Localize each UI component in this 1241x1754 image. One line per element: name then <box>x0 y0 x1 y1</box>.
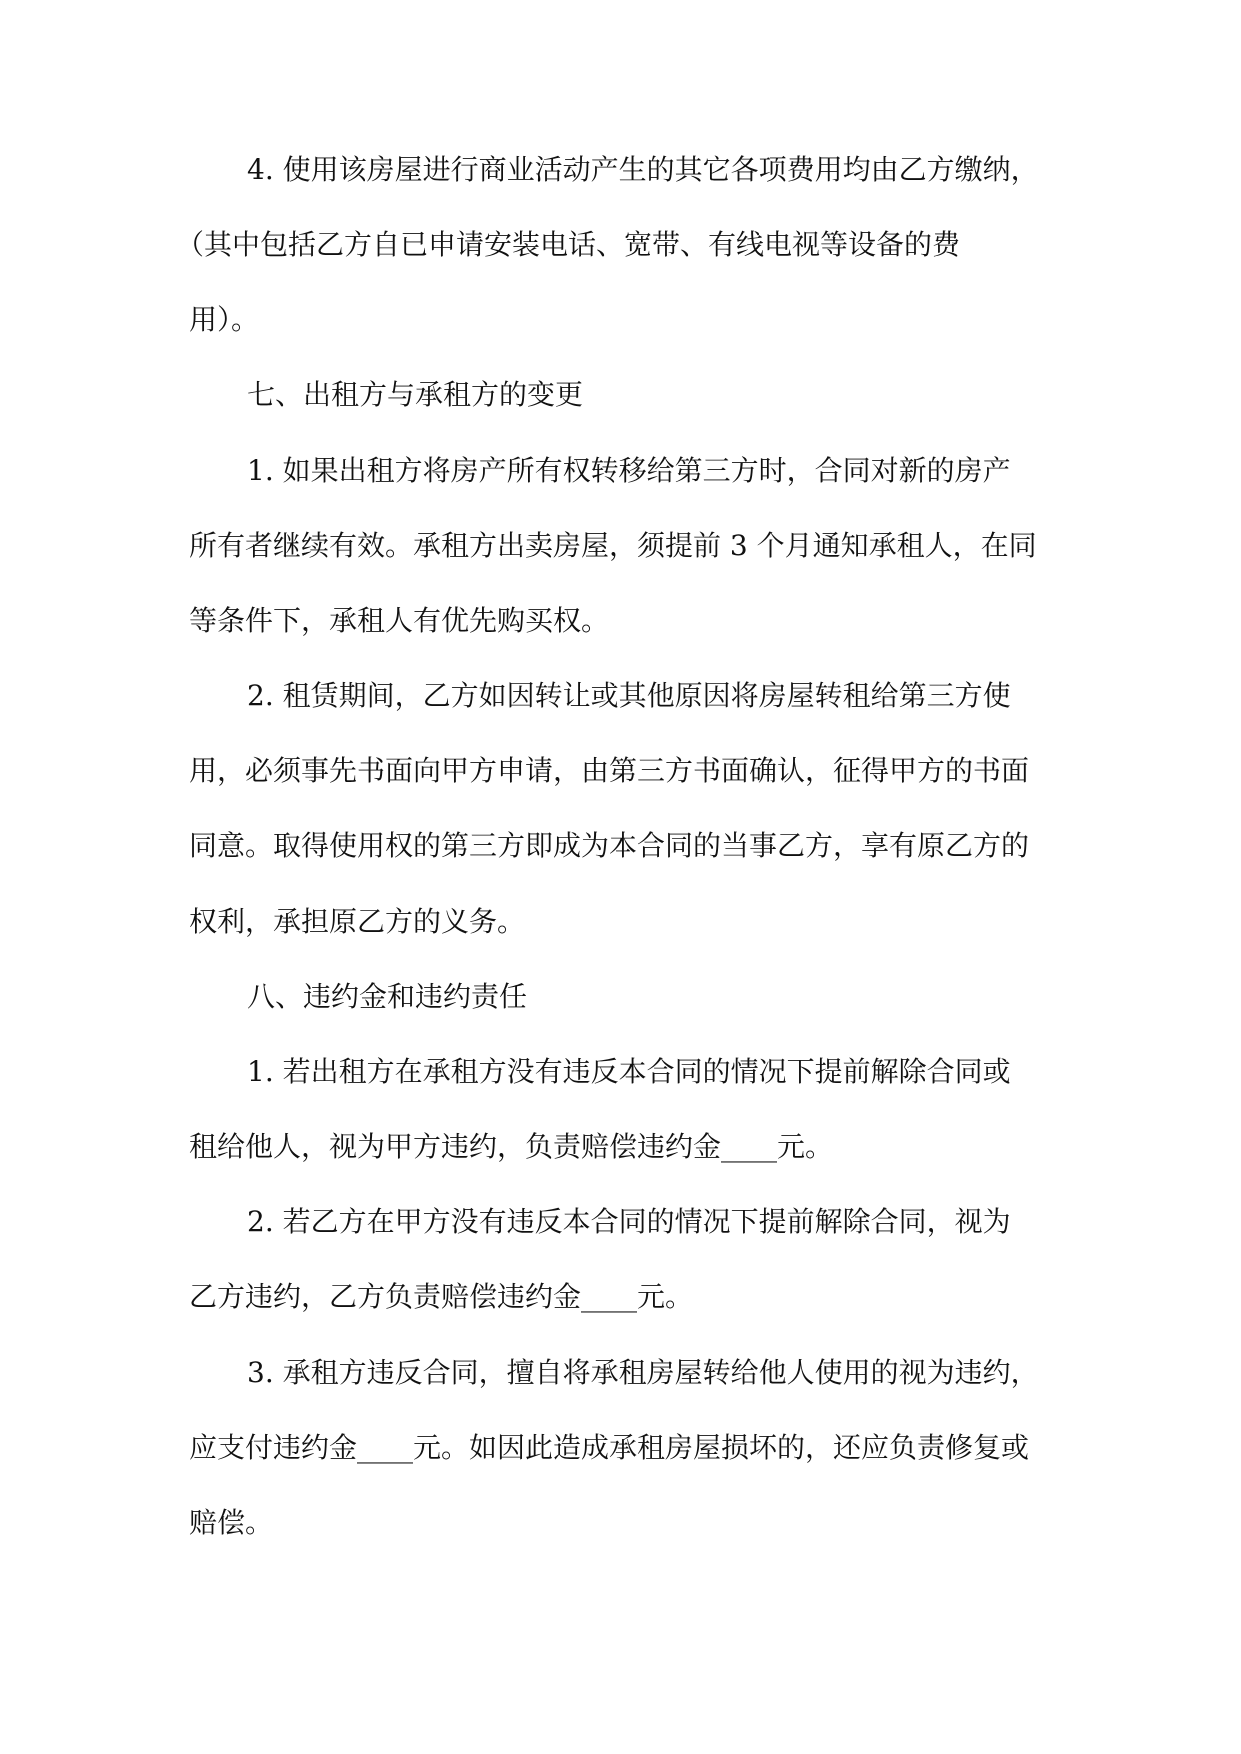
section-heading: 七、出租方与承租方的变更 <box>247 378 584 411</box>
text-line: 所有者继续有效。承租方出卖房屋，须提前 3 个月通知承租人，在同 <box>189 529 1037 562</box>
text-line: 乙方违约，乙方负责赔偿违约金____元。 <box>189 1280 694 1313</box>
text-line: 租给他人，视为甲方违约，负责赔偿违约金____元。 <box>189 1130 834 1163</box>
text-line: 权利，承担原乙方的义务。 <box>189 905 526 938</box>
text-line: 用，必须事先书面向甲方申请，由第三方书面确认，征得甲方的书面 <box>189 754 1030 787</box>
text-line: 赔偿。 <box>189 1506 274 1539</box>
text-line: 同意。取得使用权的第三方即成为本合同的当事乙方，享有原乙方的 <box>189 829 1030 862</box>
text-line: 1. 若出租方在承租方没有违反本合同的情况下提前解除合同或 <box>247 1055 1011 1088</box>
text-line: 用）。 <box>189 303 260 336</box>
text-line: （其中包括乙方自已申请安装电话、宽带、有线电视等设备的费 <box>176 228 961 261</box>
text-line: 2. 若乙方在甲方没有违反本合同的情况下提前解除合同，视为 <box>247 1205 1011 1238</box>
text-line: 1. 如果出租方将房产所有权转移给第三方时，合同对新的房产 <box>247 454 1011 487</box>
section-heading: 八、违约金和违约责任 <box>247 980 528 1013</box>
text-line: 3. 承租方违反合同，擅自将承租房屋转给他人使用的视为违约， <box>247 1356 1039 1389</box>
text-line: 2. 租赁期间，乙方如因转让或其他原因将房屋转租给第三方使 <box>247 679 1011 712</box>
text-line: 4. 使用该房屋进行商业活动产生的其它各项费用均由乙方缴纳， <box>247 153 1039 186</box>
text-line: 应支付违约金____元。如因此造成承租房屋损坏的，还应负责修复或 <box>189 1431 1030 1464</box>
text-line: 等条件下，承租人有优先购买权。 <box>189 604 610 637</box>
